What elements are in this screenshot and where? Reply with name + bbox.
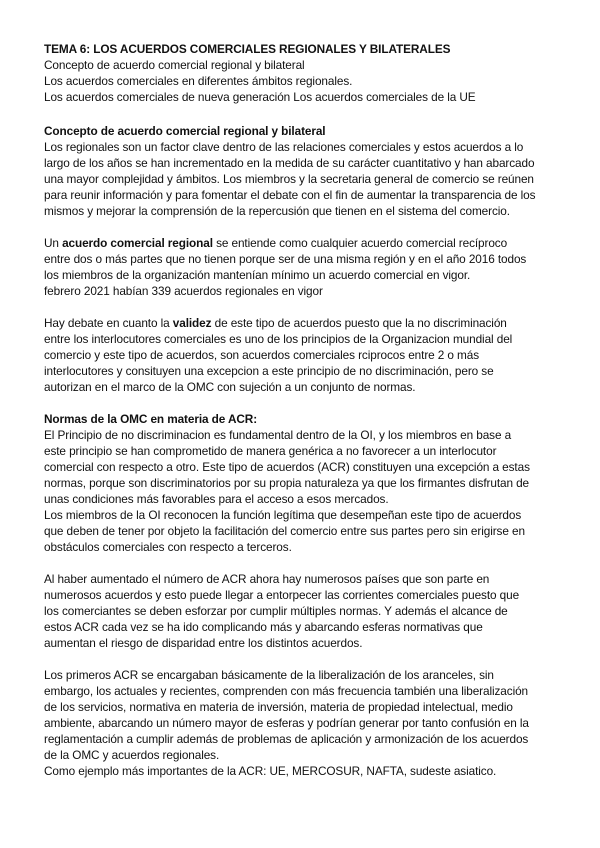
paragraph-line: obstáculos comerciales con respecto a terceros.	[44, 540, 292, 554]
paragraph-line: largo de los años se han incrementado en la medida de su carácter cuantitativo y han abarcado	[44, 156, 535, 170]
paragraph-line: Los regionales son un factor clave dentro de las relaciones comerciales y estos acuerdos a lo	[44, 140, 524, 154]
paragraph-line: embargo, los actuales y recientes, comprenden con más frecuencia también una liberalización	[44, 684, 529, 698]
paragraph-line: normas, porque son discriminatorios por su propia naturaleza ya que los firmantes disfrutan de	[44, 476, 530, 490]
outline-item: Concepto de acuerdo comercial regional y bilateral	[44, 58, 305, 72]
paragraph-line: febrero 2021 habían 339 acuerdos regionales en vigor	[44, 284, 323, 298]
paragraph-line: entre los interlocutores comerciales es uno de los principios de la Organizacion mundial del	[44, 332, 513, 346]
paragraph-line: Los primeros ACR se encargaban básicamente de la liberalización de los aranceles, sin	[44, 668, 494, 682]
paragraph-line: unas condiciones más favorables para el acceso a esos mercados.	[44, 492, 389, 506]
section-heading-concept: Concepto de acuerdo comercial regional y bilateral	[44, 124, 326, 138]
paragraph-line: Como ejemplo más importantes de la ACR: UE, MERCOSUR, NAFTA, sudeste asiatico.	[44, 764, 497, 778]
section-heading-norms: Normas de la OMC en materia de ACR:	[44, 412, 258, 426]
paragraph-line: una mayor complejidad y ámbitos. Los miembros y la secretaria general de comercio se reúnen	[44, 172, 534, 186]
paragraph-line: El Principio de no discriminacion es fundamental dentro de la OI, y los miembros en base a	[44, 428, 512, 442]
paragraph-line: los miembros de la organización mantenían mínimo un acuerdo comercial en vigor.	[44, 268, 471, 282]
paragraph-line	[44, 316, 507, 330]
paragraph-line: los comerciantes se deben esforzar por cumplir múltiples normas. Y además el alcance de	[44, 604, 508, 618]
paragraph-line: entre dos o más partes que no tienen porque ser de una misma región y en el año 2016 todos	[44, 252, 527, 266]
paragraph-line: estos ACR cada vez se ha ido complicando más y abarcando esferas normativas que	[44, 620, 483, 634]
paragraph-line: interlocutores y consituyen una excepcion a este principio de no discriminación, pero se	[44, 364, 494, 378]
paragraph-line: de la OMC y acuerdos regionales.	[44, 748, 220, 762]
paragraph-line: autorizan en el marco de la OMC con sujeción a un conjunto de normas.	[44, 380, 416, 394]
text-run: se entiende como cualquier acuerdo comercial recíproco	[212, 236, 508, 250]
paragraph-line: de los servicios, normativa en materia de inversión, materia de propiedad intelectual, medio	[44, 700, 513, 714]
outline-item: Los acuerdos comerciales en diferentes ámbitos regionales.	[44, 74, 353, 88]
paragraph-line: comercial con respecto a otro. Este tipo de acuerdos (ACR) constituyen una excepción a estas	[44, 460, 530, 474]
paragraph-line: numerosos acuerdos y esto puede llegar a entorpecer las corrientes comerciales puesto que	[44, 588, 520, 602]
paragraph-line: este principio se han comprometido de manera genérica a no favorecer a un interlocutor	[44, 444, 497, 458]
document-title: TEMA 6: LOS ACUERDOS COMERCIALES REGIONALES Y BILATERALES	[44, 42, 451, 56]
text-run: Un	[44, 236, 63, 250]
bold-term-validez: validez	[172, 316, 212, 330]
paragraph-line: ambiente, abarcando un número mayor de esferas y podrían generar por tanto confusión en la	[44, 716, 529, 730]
paragraph-line: mismos y mejorar la comprensión de la repercusión que tienen en el sistema del comercio.	[44, 204, 510, 218]
paragraph-line: para reunir información y para fomentar el debate con el fin de aumentar la transparencia de los	[44, 188, 536, 202]
paragraph-line: reglamentación a cumplir además de problemas de aplicación y armonización de los acuerdos	[44, 732, 529, 746]
paragraph-line: comercio y este tipo de acuerdos, son acuerdos comerciales rciprocos entre 2 o más	[44, 348, 480, 362]
outline-item: Los acuerdos comerciales de nueva generación Los acuerdos comerciales de la UE	[44, 90, 476, 104]
paragraph-line: aumentan el riesgo de disparidad entre los distintos acuerdos.	[44, 636, 363, 650]
paragraph-line: Al haber aumentado el número de ACR ahora hay numerosos países que son parte en	[44, 572, 490, 586]
paragraph-line: que deben de tener por objeto la facilitación del comercio entre sus partes pero sin erigirse en	[44, 524, 525, 538]
bold-term-acr: acuerdo comercial regional	[62, 236, 213, 250]
text-run: de este tipo de acuerdos puesto que la no discriminación	[211, 316, 507, 330]
text-run: Hay debate en cuanto la	[44, 316, 173, 330]
paragraph-line: Los miembros de la OI reconocen la función legítima que desempeñan este tipo de acuerdos	[44, 508, 522, 522]
paragraph-line	[44, 236, 507, 250]
